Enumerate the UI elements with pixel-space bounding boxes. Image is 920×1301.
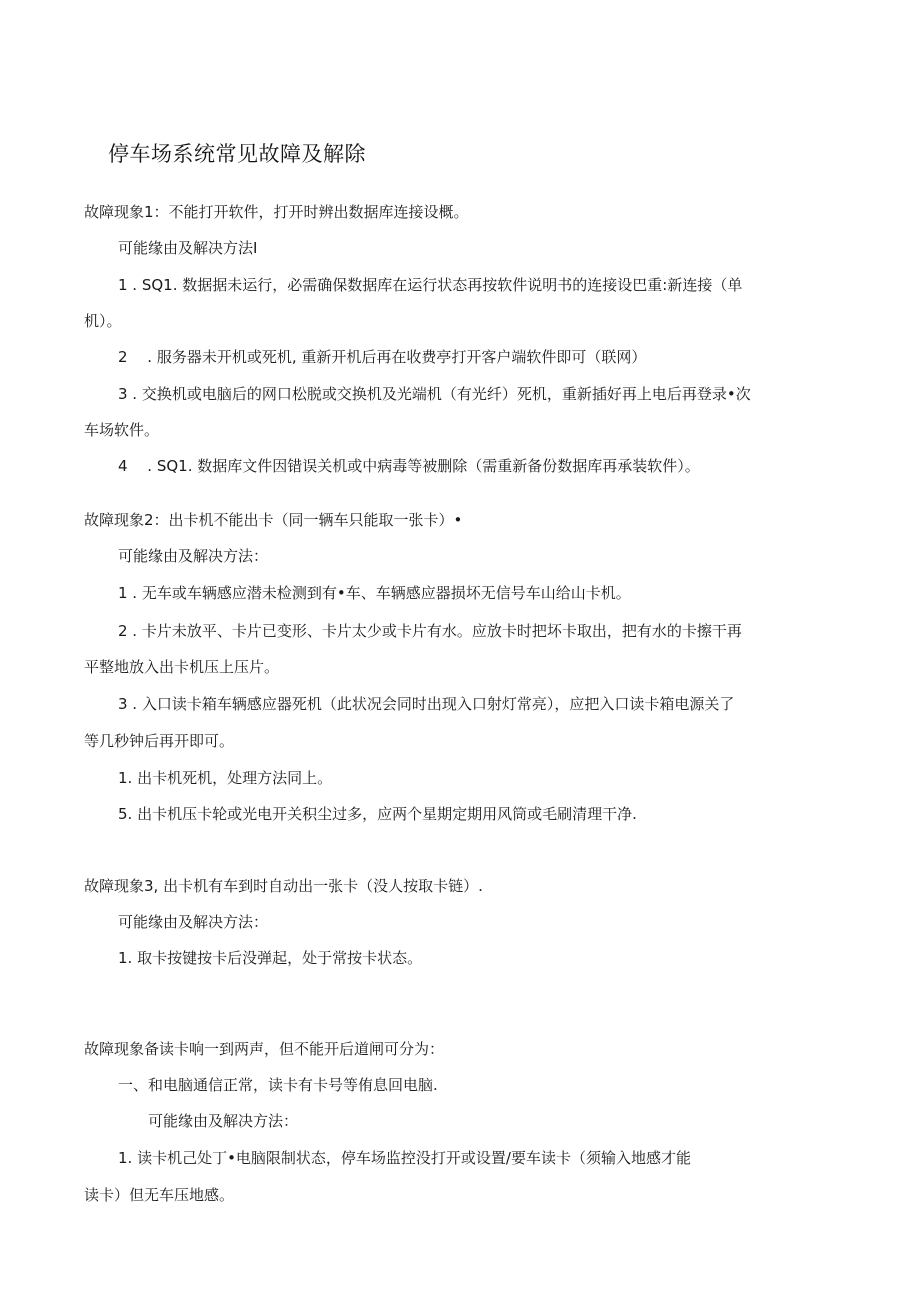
fault-2-item: 2 . 卡片未放平、卡片已变形、卡片太少或卡片有水。应放卡时把坏卡取出，把有水的卡擦干再 [118,622,742,640]
fault-4-subheading: 一、和电脑通信正常，读卡有卡号等侑息回电脑. [118,1076,438,1094]
reasons-label-4: 可能缘由及解决方法： [148,1112,299,1130]
document-title: 停车场系统常见故障及解除 [108,142,366,166]
fault-2-item: 1 . 无车或车辆感应潜未检测到有•车、车辆感应器损坏无信号车山给山卡机。 [118,584,631,602]
fault-2-item-cont: 平整地放入出卡机压上压片。 [84,658,280,676]
fault-3-item: 1. 取卡按键按卡后没弹起，处于常按卡状态。 [118,949,423,967]
fault-1-item-cont: 车场软件。 [84,421,160,439]
fault-heading-1: 故障现象1：不能打开软件，打开时辨出数据库连接设概。 [84,203,469,221]
fault-heading-3: 故障现象3, 出卡机有车到时自动出一张卡（没人按取卡链）. [84,877,483,895]
fault-1-item-cont: 机）。 [84,312,122,330]
fault-1-item: 1 . SQ1. 数据据未运行，必需确保数据库在运行状态再按软件说明书的连接设巴重:新连接（单 [118,276,743,294]
fault-2-item: 3 . 入口读卡箱车辆感应器死机（此状况会同时出现入口射灯常亮），应把入口读卡箱电源关了 [118,695,735,713]
fault-1-item: 2 . 服务器未开机或死机, 重新开机后再在收费亭打开客户端软件即可（联网） [118,348,647,366]
fault-2-item: 1. 出卡机死机，处理方法同上。 [118,769,333,787]
fault-4-item: 1. 读卡机己处丁•电脑限制状态，停车场监控没打开或设置/要车读卡（须输入地感才能 [118,1149,691,1167]
fault-4-item-cont: 读卡）但无车压地感。 [84,1186,235,1204]
fault-heading-2: 故障现象2：出卡机不能出卡（同一辆车只能取一张卡）• [84,511,463,529]
reasons-label-1: 可能缘由及解决方法I [118,239,258,257]
fault-2-item-cont: 等几秒钟后再开即可。 [84,732,235,750]
reasons-label-3: 可能缘由及解决方法： [118,913,269,931]
reasons-label-2: 可能缘由及解决方法： [118,547,269,565]
fault-1-item: 4 . SQ1. 数据库文件因错误关机或中病毒等被删除（需重新备份数据库再承装软件）。 [118,457,700,475]
fault-2-item: 5. 出卡机压卡轮或光电开关积尘过多，应两个星期定期用风筒或毛刷清理干净. [118,805,637,823]
fault-1-item: 3 . 交换机或电脑后的网口松脱或交换机及光端机（有光纤）死机，重新插好再上电后再登录•次 [118,385,751,403]
fault-heading-4: 故障现象备读卡响一到两声，但不能开后道闸可分为： [84,1040,445,1058]
